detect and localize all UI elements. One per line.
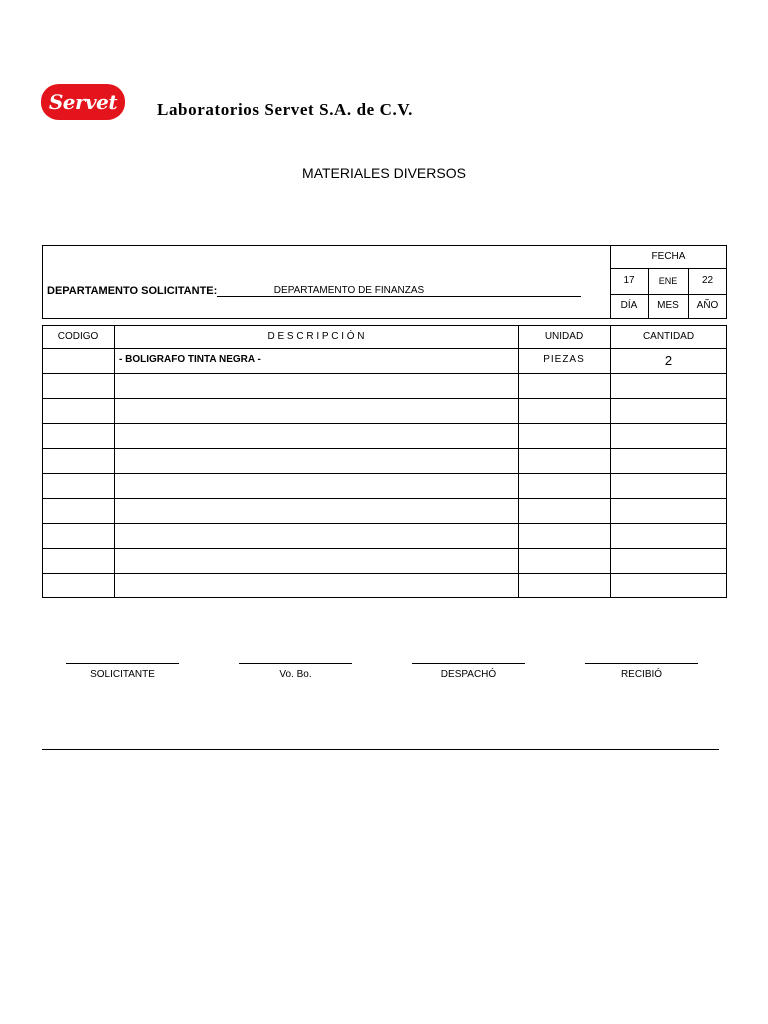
- department-label: DEPARTAMENTO SOLICITANTE:: [47, 285, 218, 297]
- cell-unidad: PIEZAS: [543, 354, 585, 365]
- row-rule: [42, 473, 727, 474]
- fecha-mes: ENE: [658, 276, 678, 286]
- row-rule: [42, 573, 727, 574]
- signature-recibio: [585, 663, 698, 680]
- signature-line: [66, 663, 179, 664]
- header-unidad: UNIDAD: [544, 331, 584, 342]
- fecha-label: FECHA: [651, 251, 686, 262]
- logo-text: Servet: [48, 90, 118, 114]
- header-rule: [42, 348, 727, 349]
- signature-label: Vo. Bo.: [279, 669, 312, 680]
- row-rule: [42, 548, 727, 549]
- row-rule: [42, 373, 727, 374]
- department-value: DEPARTAMENTO DE FINANZAS: [273, 285, 425, 296]
- signature-line: [412, 663, 525, 664]
- row-rule: [42, 423, 727, 424]
- signature-line: [239, 663, 352, 664]
- fecha-rule-2: [610, 294, 727, 295]
- signature-label: DESPACHÓ: [440, 669, 497, 680]
- fecha-anio: 22: [701, 275, 714, 286]
- fecha-dia: 17: [623, 275, 635, 286]
- header-codigo: CODIGO: [57, 331, 99, 342]
- servet-logo: [41, 84, 125, 120]
- row-rule: [42, 448, 727, 449]
- signature-vobo: [239, 663, 352, 680]
- header-descripcion: D E S C R I P C I Ó N: [267, 331, 365, 342]
- document-title: MATERIALES DIVERSOS: [302, 165, 466, 181]
- cell-cantidad: 2: [664, 353, 673, 368]
- signature-label: SOLICITANTE: [90, 669, 155, 680]
- department-underline: [217, 296, 581, 297]
- row-rule: [42, 398, 727, 399]
- anio-label: AÑO: [696, 300, 719, 311]
- signature-despacho: [412, 663, 525, 680]
- company-name: Laboratorios Servet S.A. de C.V.: [157, 100, 413, 119]
- dia-label: DÍA: [620, 300, 638, 311]
- col-divider-2: [518, 325, 519, 598]
- header-cantidad: CANTIDAD: [642, 331, 695, 342]
- col-divider-1: [114, 325, 115, 598]
- mes-label: MES: [657, 300, 679, 311]
- signature-label: RECIBIÓ: [620, 669, 663, 680]
- cell-descripcion: - BOLIGRAFO TINTA NEGRA -: [119, 354, 261, 365]
- row-rule: [42, 498, 727, 499]
- signature-line: [585, 663, 698, 664]
- fecha-rule-1: [610, 268, 727, 269]
- cut-line: [42, 749, 719, 750]
- signature-solicitante: [66, 663, 179, 680]
- row-rule: [42, 523, 727, 524]
